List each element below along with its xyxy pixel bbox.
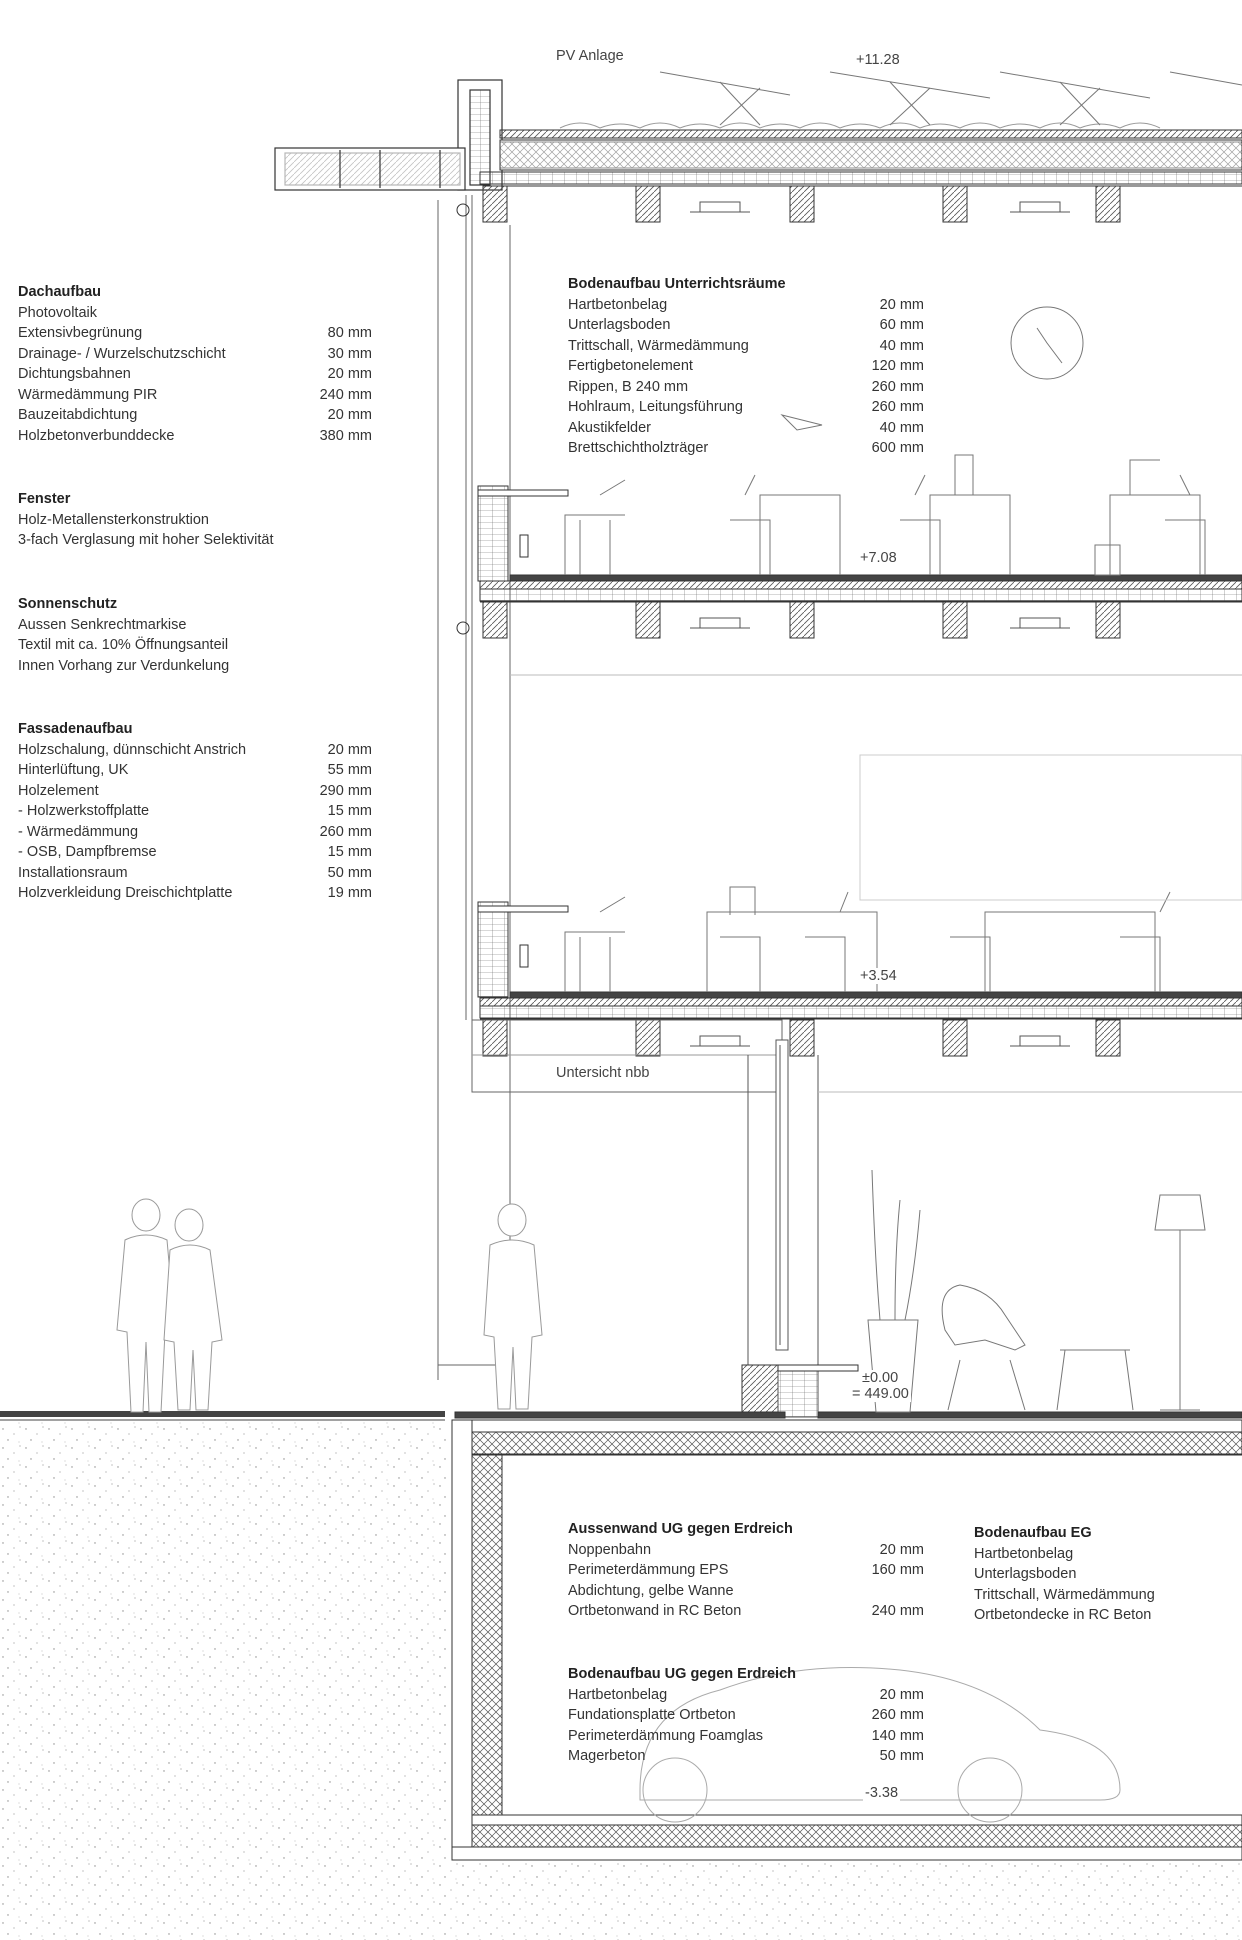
layer-thickness: 15 mm xyxy=(327,844,372,860)
layer-name: Drainage- / Wurzelschutzschicht xyxy=(18,345,226,362)
layer-name: Trittschall, Wärmedämmung xyxy=(974,1586,1155,1603)
layer-thickness: 20 mm xyxy=(879,1686,924,1703)
layer-name: Textil mit ca. 10% Öffnungsanteil xyxy=(18,637,229,653)
layer-name: Holzverkleidung Dreischichtplatte xyxy=(18,885,233,901)
layer-name: Akustikfelder xyxy=(568,419,652,436)
layer-name: Hartbetonbelag xyxy=(568,296,668,313)
layer-thickness: 40 mm xyxy=(879,337,924,354)
layer-name: Holzschalung, dünnschicht Anstrich xyxy=(18,741,247,758)
spec-boden-unterricht xyxy=(568,274,924,459)
spec-aussenwand-ug xyxy=(568,1519,924,1622)
layer-name: Holzbetonverbunddecke xyxy=(18,427,175,444)
spec-fenster xyxy=(18,489,372,551)
layer-thickness: 20 mm xyxy=(327,741,372,758)
spec-fassadenaufbau xyxy=(18,719,372,904)
roof-edge xyxy=(275,80,502,190)
layer-thickness: 140 mm xyxy=(871,1727,924,1744)
ground-floor-slab xyxy=(455,1412,1242,1455)
exterior-ground xyxy=(0,1411,445,1420)
spec-title: Aussenwand UG gegen Erdreich xyxy=(568,1521,793,1537)
layer-name: Holzelement xyxy=(18,782,99,799)
spec-title: Sonnenschutz xyxy=(18,596,118,612)
layer-name: - OSB, Dampfbremse xyxy=(18,844,157,860)
basement-walls xyxy=(452,1420,1242,1860)
layer-name: Bauzeitabdichtung xyxy=(18,407,138,423)
layer-thickness: 20 mm xyxy=(327,407,372,423)
layer-thickness: 260 mm xyxy=(871,399,924,415)
layer-name: Trittschall, Wärmedämmung xyxy=(568,337,749,354)
spec-boden-eg xyxy=(974,1523,1224,1626)
spec-title: Fenster xyxy=(18,491,71,507)
floor-slab-level-2 xyxy=(480,575,1242,675)
layer-name: Photovoltaik xyxy=(18,304,97,321)
layer-name: Hartbetonbelag xyxy=(974,1545,1074,1562)
spec-title: Fassadenaufbau xyxy=(18,721,133,737)
layer-name: Hinterlüftung, UK xyxy=(18,762,129,778)
layer-name: Extensivbegrünung xyxy=(18,325,143,341)
layer-name: Noppenbahn xyxy=(568,1541,652,1558)
layer-name: - Wärmedämmung xyxy=(18,823,139,840)
layer-name: Wärmedämmung PIR xyxy=(18,386,158,403)
layer-name: 3-fach Verglasung mit hoher Selektivität xyxy=(18,532,274,548)
spec-title: Dachaufbau xyxy=(18,284,101,300)
people-silhouettes xyxy=(117,1199,542,1412)
spec-title: Bodenaufbau EG xyxy=(974,1525,1092,1541)
layer-name: Abdichtung, gelbe Wanne xyxy=(568,1582,734,1599)
level-ground-abs: = 449.00 xyxy=(852,1386,909,1402)
layer-name: Ortbetondecke in RC Beton xyxy=(974,1607,1152,1623)
layer-thickness: 60 mm xyxy=(879,317,924,333)
layer-thickness: 15 mm xyxy=(327,803,372,819)
pv-panels xyxy=(560,72,1242,128)
layer-name: - Holzwerkstoffplatte xyxy=(18,803,150,819)
layer-thickness: 600 mm xyxy=(871,440,924,456)
layer-name: Fundationsplatte Ortbeton xyxy=(568,1707,736,1723)
layer-name: Perimeterdämmung Foamglas xyxy=(568,1727,764,1744)
layer-name: Innen Vorhang zur Verdunkelung xyxy=(18,657,230,674)
layer-thickness: 380 mm xyxy=(319,427,372,444)
level-roof: +11.28 xyxy=(856,52,900,68)
layer-name: Unterlagsboden xyxy=(568,317,671,333)
layer-name: Perimeterdämmung EPS xyxy=(568,1562,729,1578)
layer-name: Ortbetonwand in RC Beton xyxy=(568,1603,742,1619)
spec-sonnenschutz xyxy=(18,594,372,676)
layer-thickness: 20 mm xyxy=(879,296,924,313)
furniture-level-1 xyxy=(565,755,1242,992)
layer-thickness: 240 mm xyxy=(871,1603,924,1619)
layer-thickness: 50 mm xyxy=(327,864,372,881)
layer-thickness: 30 mm xyxy=(327,345,372,362)
layer-thickness: 120 mm xyxy=(871,358,924,374)
layer-name: Aussen Senkrechtmarkise xyxy=(18,616,187,633)
layer-thickness: 290 mm xyxy=(319,782,372,799)
underside-label: Untersicht nbb xyxy=(556,1065,650,1081)
layer-thickness: 50 mm xyxy=(879,1748,924,1764)
layer-name: Brettschichtholzträger xyxy=(568,440,709,456)
level-1: +3.54 xyxy=(860,968,897,984)
spec-title: Bodenaufbau UG gegen Erdreich xyxy=(568,1666,796,1682)
level-2: +7.08 xyxy=(860,550,897,566)
layer-thickness: 240 mm xyxy=(319,386,372,403)
layer-thickness: 260 mm xyxy=(319,823,372,840)
layer-thickness: 20 mm xyxy=(879,1541,924,1558)
spec-title: Bodenaufbau Unterrichtsräume xyxy=(568,276,786,292)
layer-thickness: 160 mm xyxy=(871,1562,924,1578)
layer-name: Hohlraum, Leitungsführung xyxy=(568,399,743,415)
layer-thickness: 19 mm xyxy=(327,885,372,901)
furniture-ground xyxy=(868,1170,1205,1412)
ground-floor-structure xyxy=(742,1040,1242,1417)
facade-lines xyxy=(438,195,510,1380)
layer-thickness: 20 mm xyxy=(327,366,372,382)
layer-name: Rippen, B 240 mm xyxy=(568,378,689,395)
level-ground: ±0.00 xyxy=(862,1370,899,1386)
layer-name: Dichtungsbahnen xyxy=(18,366,131,382)
layer-name: Installationsraum xyxy=(18,864,128,881)
pv-label: PV Anlage xyxy=(556,48,624,64)
layer-name: Holz-Metallensterkonstruktion xyxy=(18,511,209,528)
spec-dachaufbau xyxy=(18,282,372,446)
layer-name: Fertigbetonelement xyxy=(568,358,693,374)
layer-name: Unterlagsboden xyxy=(974,1566,1077,1582)
layer-name: Magerbeton xyxy=(568,1748,646,1764)
layer-thickness: 80 mm xyxy=(327,325,372,341)
roof-slab xyxy=(480,130,1242,186)
layer-thickness: 260 mm xyxy=(871,1707,924,1723)
layer-thickness: 55 mm xyxy=(327,762,372,778)
level-basement: -3.38 xyxy=(865,1785,899,1801)
layer-name: Hartbetonbelag xyxy=(568,1686,668,1703)
layer-thickness: 260 mm xyxy=(871,378,924,395)
layer-thickness: 40 mm xyxy=(879,419,924,436)
spec-boden-ug xyxy=(568,1664,924,1767)
